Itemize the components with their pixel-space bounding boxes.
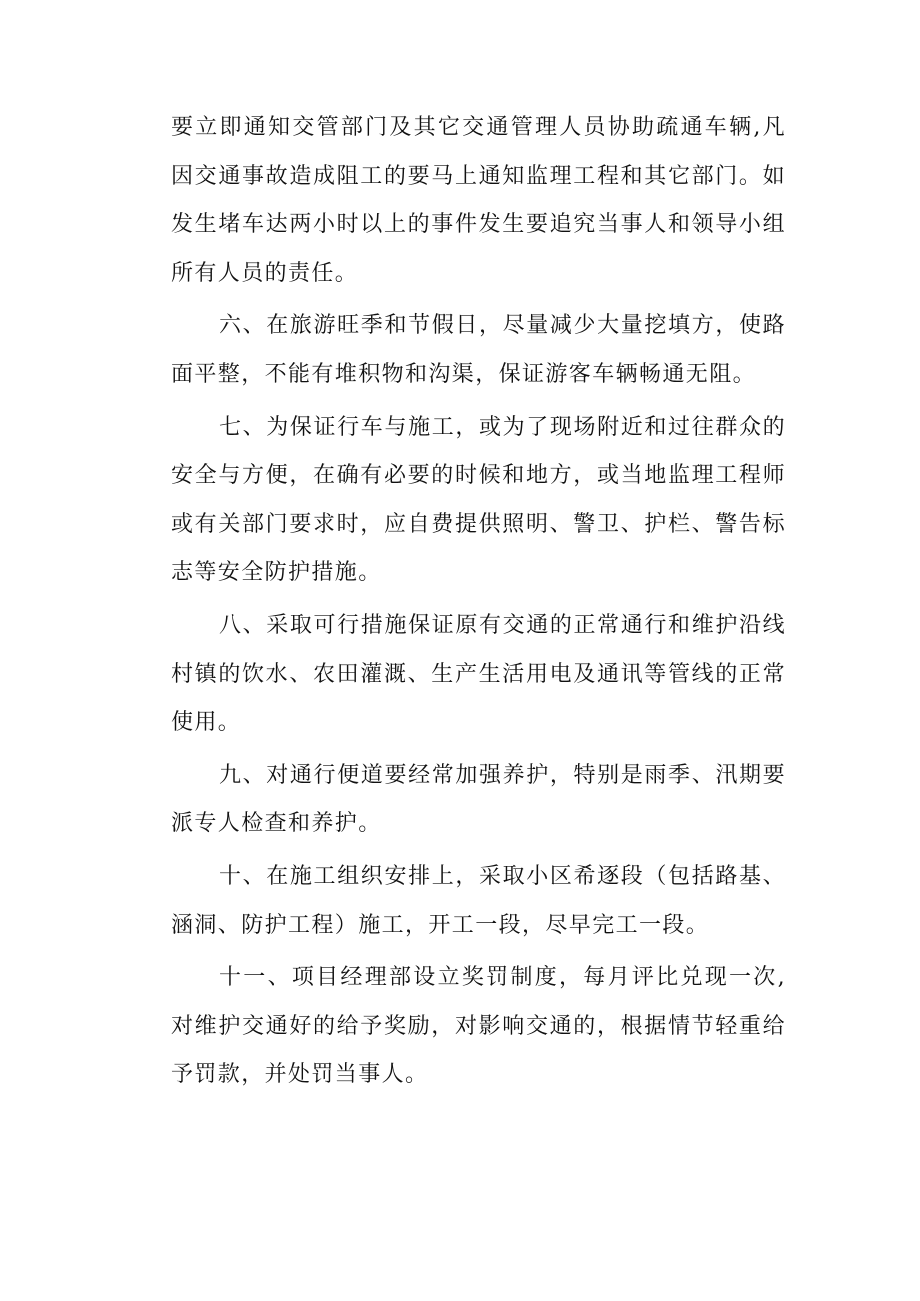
paragraph-item-8: 八、采取可行措施保证原有交通的正常通行和维护沿线村镇的饮水、农田灌溉、生产生活用电及通讯等管线的正常使用。 — [171, 612, 786, 736]
paragraph-item-11: 十一、项目经理部设立奖罚制度，每月评比兑现一次,对维护交通好的给予奖励，对影响交通的，根据情节轻重给予罚款，并处罚当事人。 — [171, 965, 786, 1088]
paragraph-item-9: 九、对通行便道要经常加强养护，特别是雨季、汛期要派专人检查和养护。 — [171, 762, 786, 837]
paragraph-continuation: 要立即通知交管部门及其它交通管理人员协助疏通车辆,凡因交通事故造成阻工的要马上通知监理工程和其它部门。如发生堵车达两小时以上的事件发生要追究当事人和领导小组所有人员的责任。 — [171, 115, 786, 286]
paragraph-item-7: 七、为保证行车与施工，或为了现场附近和过往群众的安全与方便，在确有必要的时候和地方，或当地监理工程师或有关部门要求时，应自费提供照明、警卫、护栏、警告标志等安全防护措施。 — [171, 414, 786, 586]
document-body — [171, 104, 786, 1104]
paragraph-item-10: 十、在施工组织安排上，采取小区希逐段（包括路基、涵洞、防护工程）施工，开工一段，尽早完工一段。 — [171, 863, 786, 938]
paragraph-item-6: 六、在旅游旺季和节假日，尽量减少大量挖填方，使路面平整，不能有堆积物和沟渠，保证游客车辆畅通无阻。 — [171, 313, 786, 387]
